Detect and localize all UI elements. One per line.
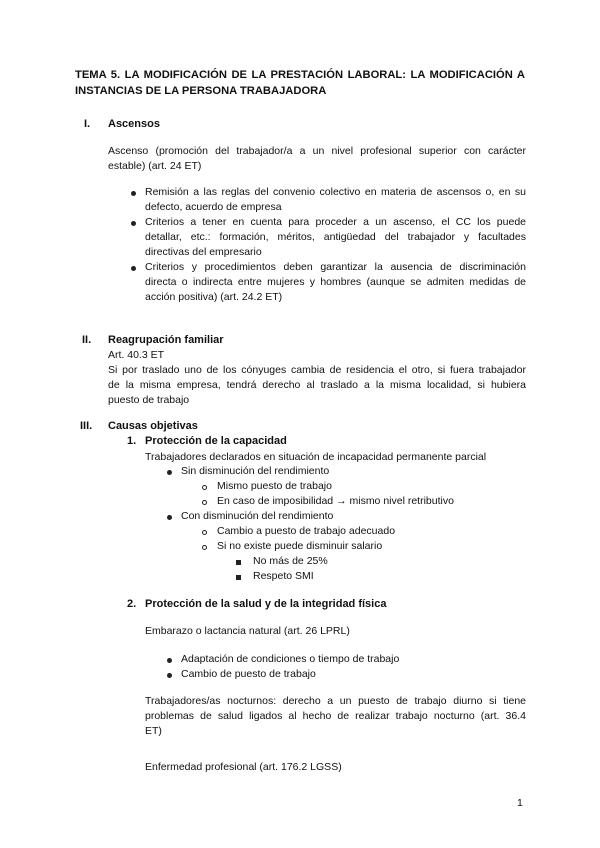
hollow-bullet-icon	[202, 530, 207, 535]
subsection-1-heading: Protección de la capacidad	[145, 435, 287, 447]
section-3-number: III.	[80, 420, 93, 432]
section-1-bullet-2-line-2: detallar, etc.: formación, méritos, antigüedad del trabajador y facultades	[145, 231, 526, 243]
subsection-2-item-1: Adaptación de condiciones o tiempo de trabajo	[181, 653, 400, 665]
section-1-heading: Ascensos	[108, 118, 160, 130]
bullet-icon	[131, 266, 136, 271]
section-1-number: I.	[84, 118, 91, 130]
section-3-heading: Causas objetivas	[108, 420, 198, 432]
section-2-paragraph-line-3: puesto de trabajo	[108, 394, 190, 406]
section-1-bullet-2-line-3: directivas del empresario	[145, 246, 262, 258]
section-2-reference: Art. 40.3 ET	[108, 349, 165, 361]
subsection-1-item-b: Con disminución del rendimiento	[181, 510, 334, 522]
subsection-2-intro: Embarazo o lactancia natural (art. 26 LPRL)	[145, 625, 350, 637]
subsection-1-item-a1: Mismo puesto de trabajo	[217, 480, 332, 492]
bullet-icon	[167, 515, 172, 520]
square-bullet-icon	[236, 575, 241, 580]
subsection-1-item-b2: Si no existe puede disminuir salario	[217, 540, 383, 552]
bullet-icon	[167, 673, 172, 678]
subsection-2-heading: Protección de la salud y de la integridad física	[145, 598, 387, 610]
section-1-intro-line-2: estable) (art. 24 ET)	[108, 160, 202, 172]
bullet-icon	[131, 221, 136, 226]
hollow-bullet-icon	[202, 500, 207, 505]
occupational-disease: Enfermedad profesional (art. 176.2 LGSS)	[145, 761, 342, 773]
subsection-1-item-b2b: Respeto SMI	[253, 570, 314, 582]
section-1-bullet-3-line-1: Criterios y procedimientos deben garantizar la ausencia de discriminación	[145, 261, 526, 273]
page-title	[75, 67, 525, 99]
bullet-icon	[167, 470, 172, 475]
section-2-number: II.	[82, 334, 92, 346]
subsection-1-item-b1: Cambio a puesto de trabajo adecuado	[217, 525, 396, 537]
title-line-2: INSTANCIAS DE LA PERSONA TRABAJADORA	[75, 85, 327, 97]
section-1-bullet-2-line-1: Criterios a tener en cuenta para proceder a un ascenso, el CC los puede	[145, 216, 526, 228]
section-1-bullet-3-line-3: acción positiva) (art. 24.2 ET)	[145, 291, 283, 303]
subsection-1-intro: Trabajadores declarados en situación de incapacidad permanente parcial	[145, 451, 487, 463]
section-1-intro-line-1: Ascenso (promoción del trabajador/a a un nivel profesional superior con carácter	[108, 145, 526, 157]
section-2-paragraph-line-1: Si por traslado uno de los cónyuges cambia de residencia el otro, si fuera trabajador	[108, 364, 526, 376]
title-line-1: TEMA 5. LA MODIFICACIÓN DE LA PRESTACIÓN LABORAL: LA MODIFICACIÓN A	[75, 69, 525, 81]
subsection-2-number: 2.	[127, 598, 137, 610]
subsection-1-number: 1.	[127, 435, 137, 447]
bullet-icon	[131, 191, 136, 196]
subsection-1-item-a: Sin disminución del rendimiento	[181, 465, 330, 477]
night-work-line-2: problemas de salud ligados al hecho de realizar trabajo nocturno (art. 36.4	[145, 710, 526, 722]
bullet-icon	[167, 658, 172, 663]
subsection-1-item-b2a: No más de 25%	[253, 555, 328, 567]
section-2-paragraph-line-2: de la misma empresa, tendrá derecho al traslado a la misma localidad, si hubiera	[108, 379, 526, 391]
night-work-line-3: ET)	[145, 725, 162, 737]
hollow-bullet-icon	[202, 485, 207, 490]
subsection-2-item-2: Cambio de puesto de trabajo	[181, 668, 316, 680]
page-number: 1	[517, 797, 523, 809]
square-bullet-icon	[236, 560, 241, 565]
section-1-bullet-1-line-2: defecto, acuerdo de empresa	[145, 201, 282, 213]
hollow-bullet-icon	[202, 545, 207, 550]
section-1-bullet-1-line-1: Remisión a las reglas del convenio colectivo en materia de ascensos o, en su	[145, 186, 526, 198]
night-work-line-1: Trabajadores/as nocturnos: derecho a un puesto de trabajo diurno si tiene	[145, 695, 526, 707]
section-2-heading: Reagrupación familiar	[108, 334, 224, 346]
subsection-1-item-a2: En caso de imposibilidad → mismo nivel retributivo	[217, 495, 454, 507]
section-1-bullet-3-line-2: directa o indirecta entre mujeres y hombres (aunque se admiten medidas de	[145, 276, 526, 288]
